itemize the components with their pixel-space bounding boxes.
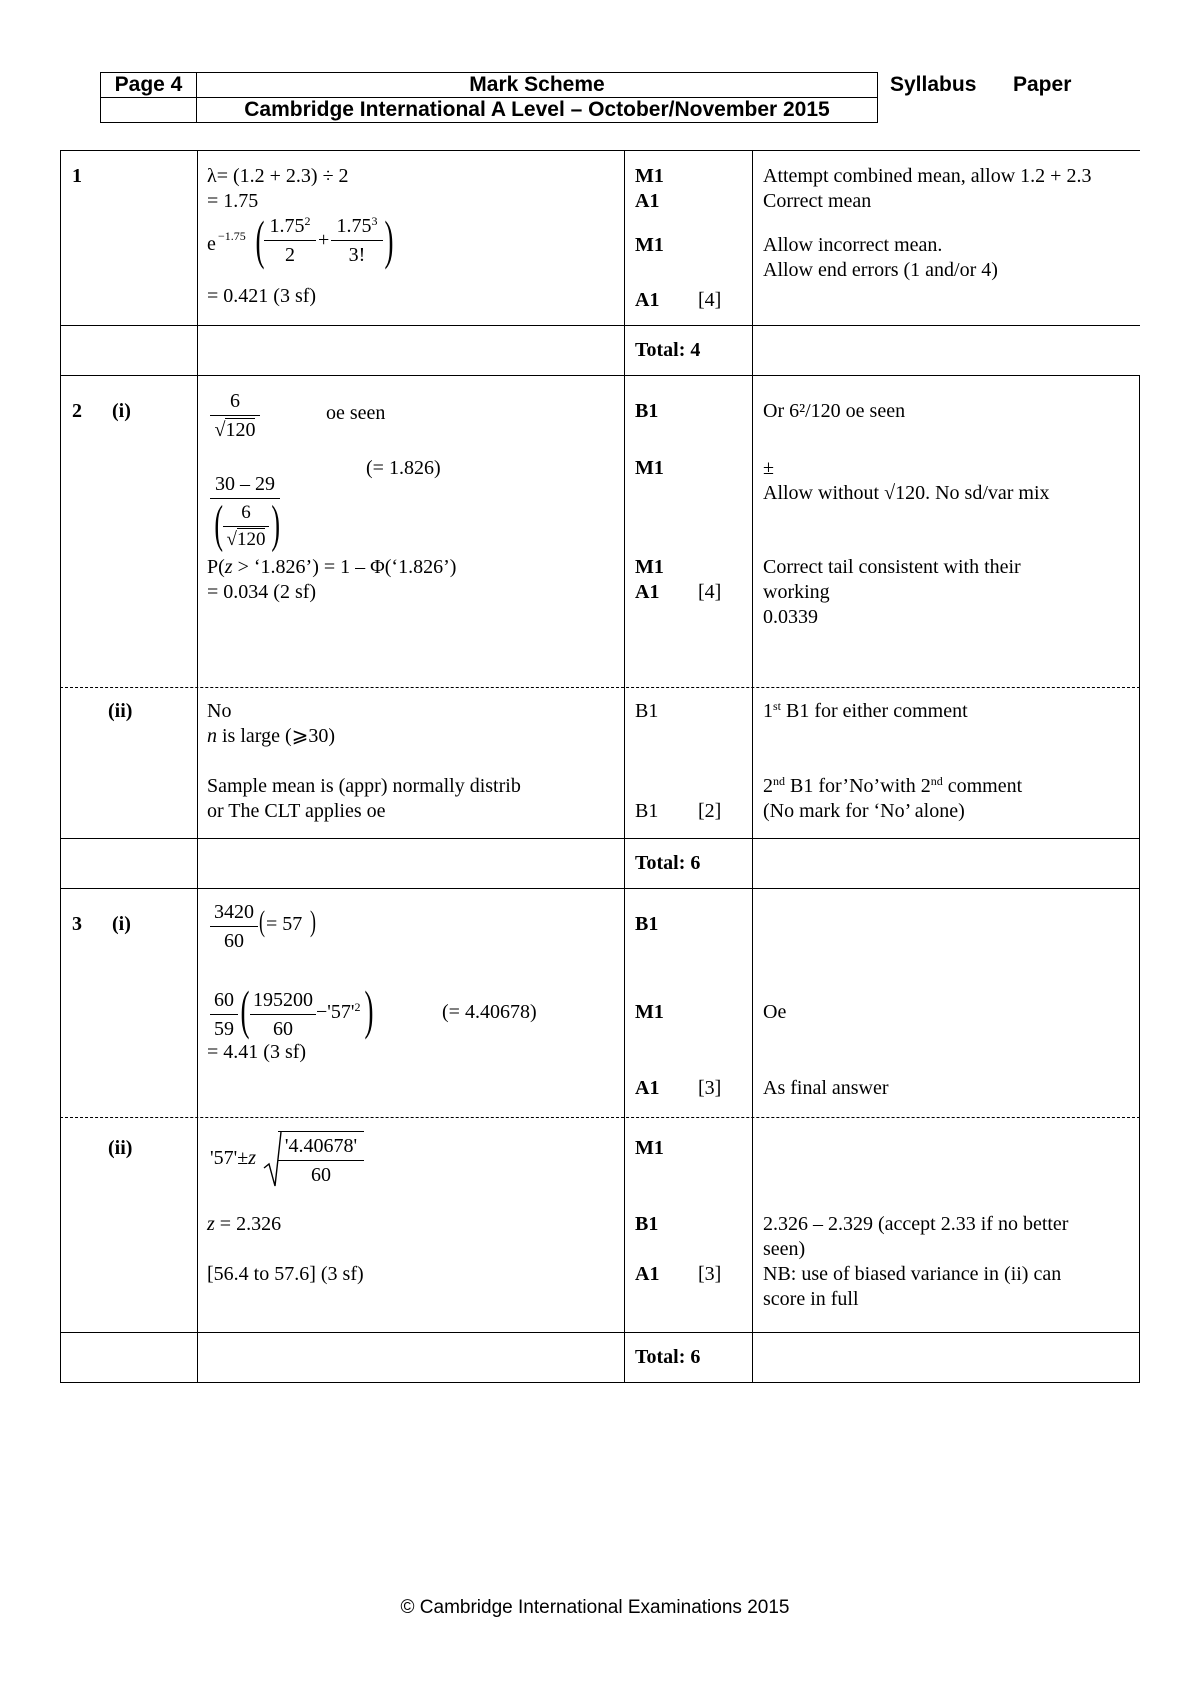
q3-ii-guidance: NB: use of biased variance in (ii) can — [763, 1263, 1062, 1285]
col-rule — [624, 150, 625, 1382]
q1-exp-base: e — [207, 233, 216, 255]
q2-ii-guidance: 1st B1 for either comment — [763, 699, 968, 722]
col-rule — [1139, 375, 1140, 1382]
q2-paren-open: ( — [214, 496, 223, 553]
q2-frac-6-root120: $\frac{6}{√120}$ — [210, 387, 260, 444]
q2-ii-guidance: (No mark for ‘No’ alone) — [763, 800, 965, 822]
q3-interval: [56.4 to 57.6] (3 sf) — [207, 1263, 364, 1285]
rule-dashed — [60, 1117, 1140, 1118]
q3-frac-3420-60: $\frac{3420}{60}$ — [210, 898, 258, 955]
q2-mark: M1 — [635, 556, 664, 578]
q2-ii-mark: B1 — [635, 800, 659, 822]
q3-paren-close: ) — [310, 905, 316, 938]
q3-eq-57: = 57 — [266, 913, 303, 935]
q1-guidance: Allow incorrect mean. — [763, 234, 943, 256]
header-syllabus: Syllabus — [890, 73, 977, 96]
rule — [60, 1382, 1140, 1383]
q2-frac-z: 30 – 29 — [210, 470, 280, 499]
q3-result: = 4.41 (3 sf) — [207, 1041, 307, 1063]
q2-inner-frac: $\frac{6}{√120}$ — [223, 500, 269, 553]
header-title: Mark Scheme — [197, 73, 878, 98]
header-table — [100, 72, 878, 123]
q1-mark: M1 — [635, 165, 664, 187]
q3-ci-frac: $\frac{'4.40678'}{60}$ — [278, 1131, 364, 1189]
q1-guidance: Correct mean — [763, 190, 872, 212]
q3-mark: A1 — [635, 1077, 660, 1099]
q2-mark: A1 — [635, 581, 660, 603]
q2-note-1826: (= 1.826) — [366, 457, 441, 479]
q1-frac1: $\frac{1.75^2}{2}$ — [264, 212, 316, 269]
q2-ii-line: No — [207, 700, 232, 722]
rule — [60, 325, 1140, 326]
q1-guidance: Attempt combined mean, allow 1.2 + 2.3 — [763, 165, 1092, 187]
col-rule — [60, 150, 61, 1382]
q1-frac2: $\frac{1.75^3}{3!}$ — [331, 212, 383, 269]
q3-paren-open-2: ( — [240, 980, 250, 1040]
col-rule — [752, 150, 753, 1382]
q3-ii-guidance: 2.326 – 2.329 (accept 2.33 if no better — [763, 1213, 1069, 1235]
q2-prob-line: P(z > ‘1.826’) = 1 – Φ(‘1.826’) — [207, 556, 457, 578]
q2-mark-total: [4] — [698, 581, 722, 603]
q3-guidance: As final answer — [763, 1077, 889, 1099]
rule — [60, 375, 1140, 376]
q2-ii-mark-total: [2] — [698, 800, 722, 822]
header-blank — [101, 98, 197, 123]
q2-guidance: 0.0339 — [763, 606, 818, 628]
q3-z-line: z = 2.326 — [207, 1213, 282, 1235]
q1-line1: λ= (1.2 + 2.3) ÷ 2 — [207, 165, 349, 187]
q1-paren-open: ( — [255, 210, 265, 270]
q3-number: 3 — [72, 913, 82, 935]
q2-ii-mark: B1 — [635, 700, 659, 722]
q3-ii-mark: A1 — [635, 1263, 660, 1285]
q1-mark: A1 — [635, 190, 660, 212]
rule — [60, 1332, 1140, 1333]
q3-note: (= 4.40678) — [442, 1001, 537, 1023]
q3-mark-total: [3] — [698, 1077, 722, 1099]
q3-mark: M1 — [635, 1001, 664, 1023]
q1-plus: + — [318, 229, 330, 251]
q2-ii-line: or The CLT applies oe — [207, 800, 386, 822]
q2-ii-line: n is large (⩾30) — [207, 725, 336, 747]
q2-ii-line: Sample mean is (appr) normally distrib — [207, 775, 521, 797]
q3-frac-60-59: $\frac{60}{59}$ — [210, 986, 238, 1043]
q1-total: Total: 4 — [635, 339, 701, 361]
q2-part-i: (i) — [112, 400, 131, 422]
header-subtitle: Cambridge International A Level – October/November 2015 — [197, 98, 878, 123]
q1-mark-total: [4] — [698, 289, 722, 311]
q3-ci-pre: '57'±z — [210, 1147, 256, 1169]
q3-paren-close-2: ) — [364, 980, 374, 1040]
q2-guidance: Correct tail consistent with their — [763, 556, 1021, 578]
q2-guidance: working — [763, 581, 830, 603]
q3-frac-195200-60: $\frac{195200}{60}$ — [250, 986, 316, 1043]
q2-mark: B1 — [635, 400, 659, 422]
q1-number: 1 — [72, 165, 82, 187]
col-rule — [197, 150, 198, 1382]
q3-total: Total: 6 — [635, 1346, 701, 1368]
q2-total: Total: 6 — [635, 852, 701, 874]
q2-prob-result: = 0.034 (2 sf) — [207, 581, 317, 603]
q1-exp-power: −1.75 — [218, 229, 246, 243]
rule-dashed — [60, 687, 1140, 688]
q3-ii-mark: B1 — [635, 1213, 659, 1235]
q2-guidance: Allow without √120. No sd/var mix — [763, 482, 1050, 504]
q2-guidance: Or 6²/120 oe seen — [763, 400, 906, 422]
mark-scheme-table — [60, 150, 1140, 1380]
q2-part-ii: (ii) — [108, 700, 133, 722]
q2-mark: M1 — [635, 457, 664, 479]
q3-ii-guidance: seen) — [763, 1238, 806, 1260]
q3-part-ii: (ii) — [108, 1137, 133, 1159]
q3-part-i: (i) — [112, 913, 131, 935]
header-paper: Paper — [1013, 73, 1072, 96]
q3-ii-mark: M1 — [635, 1137, 664, 1159]
q1-guidance: Allow end errors (1 and/or 4) — [763, 259, 998, 281]
q2-number: 2 — [72, 400, 82, 422]
q2-note-oe: oe seen — [326, 402, 386, 424]
footer-copyright: © Cambridge International Examinations 2015 — [400, 1597, 790, 1618]
q3-mark: B1 — [635, 913, 659, 935]
q1-mark: A1 — [635, 289, 660, 311]
q3-minus-57: $-'57'^2$ — [316, 1000, 361, 1023]
q3-ii-guidance: score in full — [763, 1288, 859, 1310]
q2-paren-close: ) — [271, 496, 280, 553]
q2-guidance: ± — [763, 457, 774, 479]
rule — [60, 150, 1140, 151]
rule — [60, 838, 1140, 839]
q3-ii-mark-total: [3] — [698, 1263, 722, 1285]
q2-ii-guidance: 2nd B1 for’No’with 2nd comment — [763, 774, 1023, 797]
rule — [60, 888, 1140, 889]
q3-guidance: Oe — [763, 1001, 787, 1023]
q3-paren-open: ( — [259, 905, 265, 938]
page-number: Page 4 — [101, 73, 197, 98]
q1-mark: M1 — [635, 234, 664, 256]
q1-paren-close: ) — [384, 210, 394, 270]
q1-line2: = 1.75 — [207, 190, 259, 212]
q1-result: = 0.421 (3 sf) — [207, 285, 317, 307]
